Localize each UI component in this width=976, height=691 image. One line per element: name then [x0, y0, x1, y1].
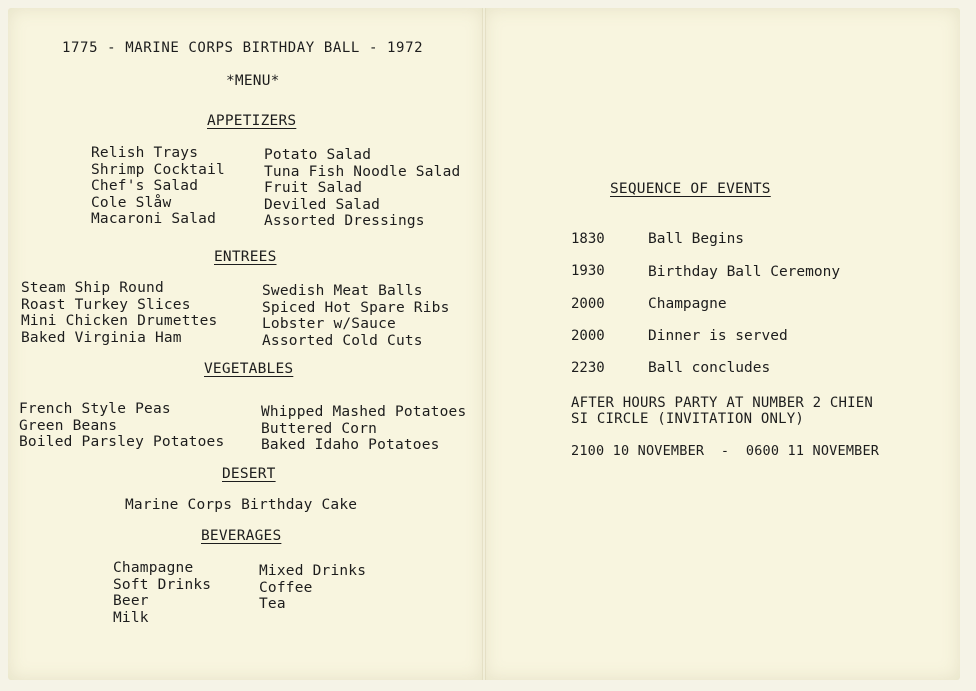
desert-item: Marine Corps Birthday Cake	[125, 497, 358, 513]
list-item: Boiled Parsley Potatoes	[19, 434, 225, 450]
after-party-line-1: AFTER HOURS PARTY AT NUMBER 2 CHIEN	[571, 395, 874, 411]
beverages-right-list	[259, 563, 366, 613]
list-item: Mixed Drinks	[259, 563, 367, 579]
vegetables-left-list	[19, 401, 224, 451]
event-time: 2230	[571, 360, 605, 376]
list-item: Macaroni Salad	[91, 211, 217, 227]
center-fold	[482, 8, 486, 680]
list-item: Baked Virginia Ham	[21, 329, 182, 346]
desert-heading: DESERT	[222, 466, 276, 482]
list-item: Relish Trays	[91, 145, 199, 161]
beverages-left-list	[113, 560, 211, 626]
list-item: Swedish Meat Balls	[262, 283, 423, 299]
list-item: Cole Slåw	[91, 194, 172, 211]
event-time: 2000	[571, 296, 605, 312]
event-text: Champagne	[648, 296, 727, 312]
events-heading: SEQUENCE OF EVENTS	[610, 181, 771, 197]
list-item: French Style Peas	[19, 401, 171, 417]
list-item: Lobster w/Sauce	[262, 316, 396, 332]
menu-heading: *MENU*	[226, 73, 280, 89]
event-time: 2000	[571, 328, 605, 344]
list-item: Soft Drinks	[113, 576, 212, 593]
list-item: Deviled Salad	[264, 196, 381, 213]
list-item: Tea	[259, 596, 286, 612]
list-item: Mini Chicken Drumettes	[21, 313, 218, 329]
list-item: Fruit Salad	[264, 180, 363, 196]
list-item: Milk	[113, 609, 149, 626]
list-item: Assorted Cold Cuts	[262, 332, 423, 349]
event-text: Birthday Ball Ceremony	[648, 264, 841, 280]
list-item: Potato Salad	[264, 147, 372, 163]
ball-title: 1775 - MARINE CORPS BIRTHDAY BALL - 1972	[62, 40, 424, 56]
list-item: Chef's Salad	[91, 178, 199, 194]
appetizers-right-list	[264, 147, 460, 230]
appetizers-heading: APPETIZERS	[207, 113, 297, 129]
entrees-right-list	[262, 283, 450, 349]
event-time: 1830	[571, 231, 605, 247]
list-item: Tuna Fish Noodle Salad	[264, 163, 461, 180]
entrees-left-list	[21, 280, 217, 346]
list-item: Spiced Hot Spare Ribs	[262, 299, 450, 316]
list-item: Shrimp Cocktail	[91, 161, 225, 178]
list-item: Baked Idaho Potatoes	[261, 437, 440, 453]
list-item: Buttered Corn	[261, 420, 378, 437]
event-text: Ball concludes	[648, 360, 771, 376]
list-item: Steam Ship Round	[21, 280, 164, 296]
appetizers-left-list	[91, 145, 225, 228]
event-time: 1930	[571, 263, 605, 279]
entrees-heading: ENTREES	[214, 249, 277, 265]
vegetables-heading: VEGETABLES	[204, 361, 294, 377]
vegetables-right-list	[261, 404, 466, 454]
event-text: Ball Begins	[648, 231, 745, 247]
list-item: Roast Turkey Slices	[21, 296, 191, 313]
after-party-line-2: SI CIRCLE (INVITATION ONLY)	[571, 411, 804, 427]
event-text: Dinner is served	[648, 328, 788, 344]
list-item: Green Beans	[19, 417, 118, 434]
right-page	[484, 8, 960, 680]
list-item: Beer	[113, 593, 149, 609]
list-item: Champagne	[113, 560, 194, 576]
list-item: Coffee	[259, 579, 313, 596]
after-party-dates: 2100 10 NOVEMBER - 0600 11 NOVEMBER	[571, 443, 880, 459]
list-item: Assorted Dressings	[264, 213, 425, 229]
list-item: Whipped Mashed Potatoes	[261, 404, 467, 420]
beverages-heading: BEVERAGES	[201, 528, 282, 544]
